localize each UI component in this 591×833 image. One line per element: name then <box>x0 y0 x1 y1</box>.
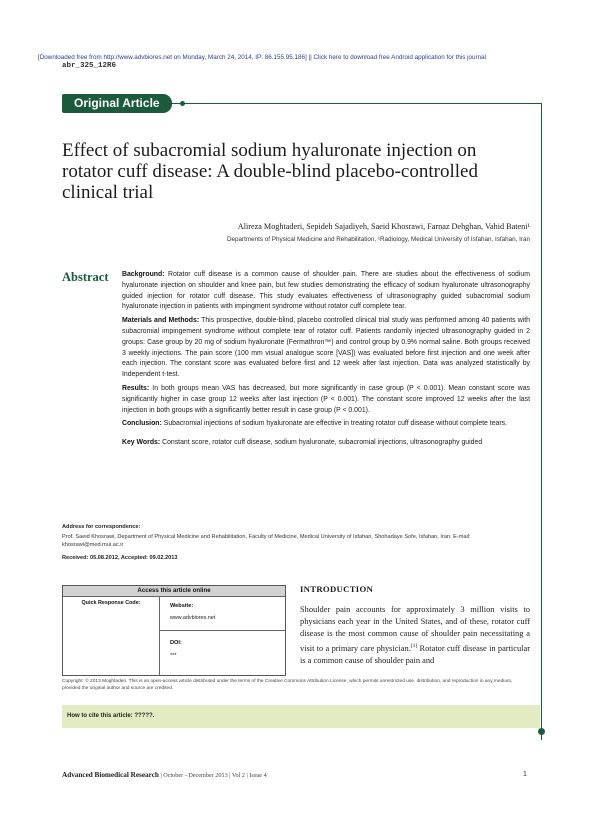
results-label: Results: <box>122 384 150 392</box>
author-list: Alireza Moghtaderi, Sepideh Sajadiyeh, Saeid Khosrawi, Farnaz Dehghan, Vahid Bateni¹ <box>237 222 530 231</box>
cite-article-box <box>62 705 540 728</box>
correspondence-heading: Address for correspondence: <box>62 524 141 530</box>
affiliation: Departments of Physical Medicine and Rehabilitation, ¹Radiology, Medical University of Isfahan, Isfahan, Iran <box>227 236 530 243</box>
methods-text: This prospective, double-blind, placebo controlled clinical trial study was performed among 40 patients with subacromial impingement syndrome without complete tear of rotator cuff. Patients randomly injected ultrasonography guided in 2 groups: Case group by 20 mg of sodium hyaluronate (Fermathron™) and control group by 0.9% normal saline. Both groups received 3 weekly injections. The pain score (100 mm visual analogue score [VAS]) was evaluated before first injection and one week after each injection. The constant score was evaluated before first and 12 week after last injection. Data was analyzed statistically by Independent t-test. <box>122 317 531 379</box>
keywords-text: Constant score, rotator cuff disease, sodium hyaluronate, subacromial injections, ultrasonography guided <box>160 439 483 447</box>
conclusion-text: Subacromial injections of sodium hyaluronate are effective in treating rotator cuff disease without complete tears. <box>161 420 508 428</box>
background-text: Rotator cuff disease is a common cause of shoulder pain. There are studies about the effectiveness of sodium hyaluronate injection on shoulder and knee pain, but few studies demonstrating the efficacy of sodium hyaluronate ultrasonography guided injection for rotator cuff disease. This study evaluates effectiveness of ultrasonography guided subacromial sodium hyaluronate injection in patients with impingment syndrome without rotator cuff complete tear. <box>122 271 530 311</box>
journal-name: Advanced Biomedical Research <box>62 771 159 779</box>
copyright-notice: Copyright: © 2013 Moghtaderi. This is an open-access article distributed under the terms of the Creative Commons Attribution License, which permits unrestricted use, distribution, and reproduction in any medium, provided the original author and source are credited. <box>62 679 513 691</box>
access-online-box <box>62 585 286 676</box>
conclusion-label: Conclusion: <box>122 420 162 428</box>
section-label-badge: Original Article <box>62 94 172 113</box>
manuscript-id: abr_325_12R6 <box>62 62 117 70</box>
page-number: 1 <box>523 771 527 778</box>
abstract-body <box>122 270 530 452</box>
issue-details: | October - December 2013 | Vol 2 | Issue 4 <box>158 772 267 779</box>
qr-code-cell <box>63 597 160 675</box>
abstract-conclusion <box>122 419 530 430</box>
margin-rule-dot <box>538 728 545 735</box>
access-box-header: Access this article online <box>63 586 285 597</box>
doi-value: *** <box>170 653 177 659</box>
introduction-text <box>300 604 530 667</box>
margin-rule <box>541 103 542 740</box>
keywords-label: Key Words: <box>122 439 161 447</box>
background-label: Background: <box>122 271 165 278</box>
intro-text-part1: Shoulder pain accounts for approximately 3 million visits to physicians each year in the United States, and of these, rotator cuff disease is the most common cause of shoulder pain necessitating a visit to a primary care physician. <box>300 605 530 654</box>
header-rule <box>172 103 542 104</box>
website-cell <box>160 597 285 631</box>
reference-1-link[interactable]: [1] <box>410 643 418 650</box>
doi-label: DOI: <box>170 640 182 646</box>
footer-journal <box>62 771 267 779</box>
download-notice-link[interactable]: [Downloaded free from http://www.advbiores.net on Monday, March 24, 2014, IP: 86.155.95.186] || Click here to download free Android application for this journal <box>38 54 487 61</box>
abstract-heading: Abstract <box>62 270 109 284</box>
cite-article-text: How to cite this article: ?????. <box>67 713 155 719</box>
website-link[interactable]: www.advbiores.net <box>170 615 216 621</box>
methods-label: Materials and Methods: <box>122 317 200 325</box>
abstract-keywords <box>122 438 530 449</box>
qr-code-label: Quick Response Code: <box>81 600 141 606</box>
abstract-results <box>122 384 530 416</box>
header-rule-dot <box>180 101 185 106</box>
website-label: Website: <box>170 603 194 609</box>
received-dates: Received: 05.08.2012, Accepted: 09.02.2013 <box>62 555 178 561</box>
intro-text-part2: Rotator cuff disease in particular is a common cause of shoulder pain and <box>300 644 530 666</box>
article-title: Effect of subacromial sodium hyaluronate injection on rotator cuff disease: A double-blind placebo-controlled clinical trial <box>62 140 478 203</box>
doi-cell <box>160 631 285 675</box>
results-text: In both groups mean VAS has decreased, but more significantly in case group (P < 0.001). Mean constant score was significantly higher in case group 12 weeks after last injection (P < 0.001). The constant score improved 12 weeks after the last injection in both groups with a significantly better result in case group (P < 0.001). <box>122 384 530 414</box>
abstract-background <box>122 270 530 313</box>
abstract-methods <box>122 316 530 381</box>
correspondence-text: Prof. Saeid Khosrawi, Department of Physical Medicine and Rehabilitation, Faculty of Medicine, Medical University of Isfahan, Shohadaye Sofe, Isfahan, Iran. E-mail: khosrawi@med.mui.ac.ir <box>62 534 471 548</box>
introduction-heading: INTRODUCTION <box>300 584 374 594</box>
